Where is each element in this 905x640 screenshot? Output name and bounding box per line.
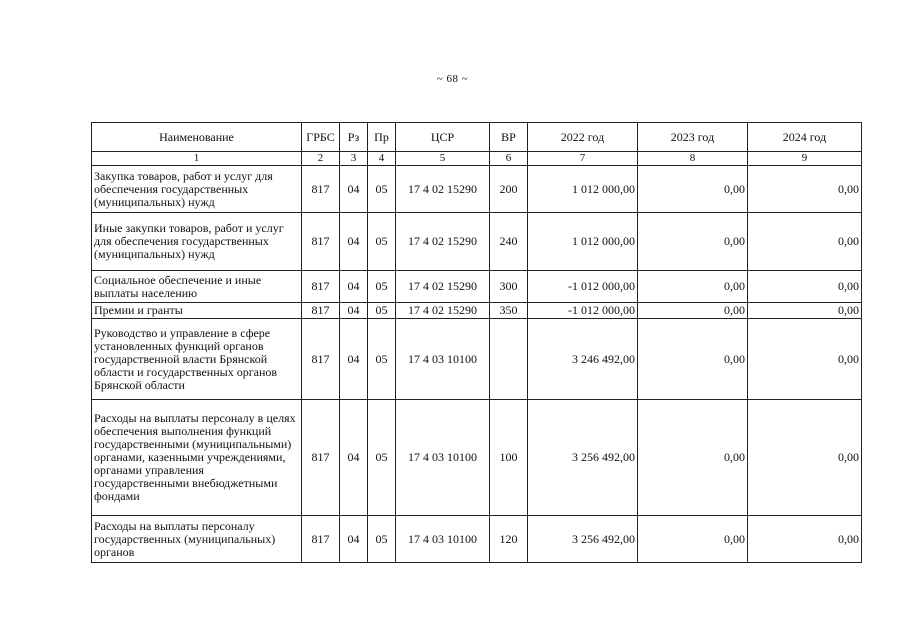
row-vr: 200 [490, 166, 528, 213]
row-amount-2022: 3 256 492,00 [528, 516, 638, 563]
row-csr: 17 4 02 15290 [396, 271, 490, 303]
row-pr: 05 [368, 271, 396, 303]
row-amount-2022: -1 012 000,00 [528, 271, 638, 303]
row-grbs: 817 [302, 303, 340, 319]
row-vr: 350 [490, 303, 528, 319]
column-number: 3 [340, 152, 368, 166]
row-csr: 17 4 02 15290 [396, 213, 490, 271]
table-row [92, 271, 862, 303]
row-grbs: 817 [302, 319, 340, 400]
row-amount-2022: 1 012 000,00 [528, 166, 638, 213]
row-csr: 17 4 02 15290 [396, 303, 490, 319]
column-number: 7 [528, 152, 638, 166]
row-amount-2024: 0,00 [748, 319, 862, 400]
row-grbs: 817 [302, 166, 340, 213]
table-row [92, 166, 862, 213]
row-amount-2024: 0,00 [748, 213, 862, 271]
row-amount-2024: 0,00 [748, 400, 862, 516]
row-name: Расходы на выплаты персоналу государственных (муниципальных) органов [92, 516, 302, 563]
budget-table [91, 122, 862, 563]
row-name: Премии и гранты [92, 303, 302, 319]
header-vr: ВР [490, 123, 528, 152]
header-row [92, 123, 862, 152]
row-grbs: 817 [302, 516, 340, 563]
row-pr: 05 [368, 516, 396, 563]
header-year-2024: 2024 год [748, 123, 862, 152]
table-row [92, 213, 862, 271]
column-number: 1 [92, 152, 302, 166]
row-pr: 05 [368, 213, 396, 271]
header-csr: ЦСР [396, 123, 490, 152]
row-amount-2022: -1 012 000,00 [528, 303, 638, 319]
row-csr: 17 4 03 10100 [396, 319, 490, 400]
row-name: Закупка товаров, работ и услуг для обеспечения государственных (муниципальных) нужд [92, 166, 302, 213]
table-row [92, 400, 862, 516]
page-number: ~ 68 ~ [436, 73, 469, 85]
table-row [92, 303, 862, 319]
header-year-2022: 2022 год [528, 123, 638, 152]
row-pr: 05 [368, 303, 396, 319]
row-name: Социальное обеспечение и иные выплаты населению [92, 271, 302, 303]
row-amount-2023: 0,00 [638, 400, 748, 516]
row-rz: 04 [340, 303, 368, 319]
row-amount-2022: 3 256 492,00 [528, 400, 638, 516]
row-amount-2024: 0,00 [748, 303, 862, 319]
row-pr: 05 [368, 319, 396, 400]
header-year-2023: 2023 год [638, 123, 748, 152]
row-vr: 120 [490, 516, 528, 563]
column-number: 8 [638, 152, 748, 166]
column-number-row [92, 152, 862, 166]
table-row [92, 319, 862, 400]
row-rz: 04 [340, 213, 368, 271]
row-grbs: 817 [302, 400, 340, 516]
header-rz: Рз [340, 123, 368, 152]
row-csr: 17 4 03 10100 [396, 400, 490, 516]
table-row [92, 516, 862, 563]
column-number: 6 [490, 152, 528, 166]
row-vr: 240 [490, 213, 528, 271]
row-amount-2024: 0,00 [748, 271, 862, 303]
row-amount-2024: 0,00 [748, 166, 862, 213]
row-rz: 04 [340, 516, 368, 563]
row-name: Иные закупки товаров, работ и услуг для обеспечения государственных (муниципальных) нужд [92, 213, 302, 271]
row-rz: 04 [340, 271, 368, 303]
row-pr: 05 [368, 400, 396, 516]
row-csr: 17 4 03 10100 [396, 516, 490, 563]
row-rz: 04 [340, 166, 368, 213]
row-name: Расходы на выплаты персоналу в целях обеспечения выполнения функций государственными (муниципальными) органами, казенными учреждениями, органами управления государственными внебюджетными фондами [92, 400, 302, 516]
column-number: 4 [368, 152, 396, 166]
row-amount-2023: 0,00 [638, 516, 748, 563]
row-amount-2022: 1 012 000,00 [528, 213, 638, 271]
column-number: 2 [302, 152, 340, 166]
row-rz: 04 [340, 319, 368, 400]
row-amount-2023: 0,00 [638, 303, 748, 319]
row-amount-2022: 3 246 492,00 [528, 319, 638, 400]
row-csr: 17 4 02 15290 [396, 166, 490, 213]
header-pr: Пр [368, 123, 396, 152]
row-amount-2023: 0,00 [638, 166, 748, 213]
row-amount-2023: 0,00 [638, 271, 748, 303]
row-grbs: 817 [302, 271, 340, 303]
header-grbs: ГРБС [302, 123, 340, 152]
header-name: Наименование [92, 123, 302, 152]
row-amount-2024: 0,00 [748, 516, 862, 563]
row-vr: 300 [490, 271, 528, 303]
row-pr: 05 [368, 166, 396, 213]
row-name: Руководство и управление в сфере установленных функций органов государственной власти Брянской области и государственных органов Брянской области [92, 319, 302, 400]
row-amount-2023: 0,00 [638, 213, 748, 271]
row-vr [490, 319, 528, 400]
row-vr: 100 [490, 400, 528, 516]
column-number: 9 [748, 152, 862, 166]
row-rz: 04 [340, 400, 368, 516]
row-amount-2023: 0,00 [638, 319, 748, 400]
row-grbs: 817 [302, 213, 340, 271]
column-number: 5 [396, 152, 490, 166]
